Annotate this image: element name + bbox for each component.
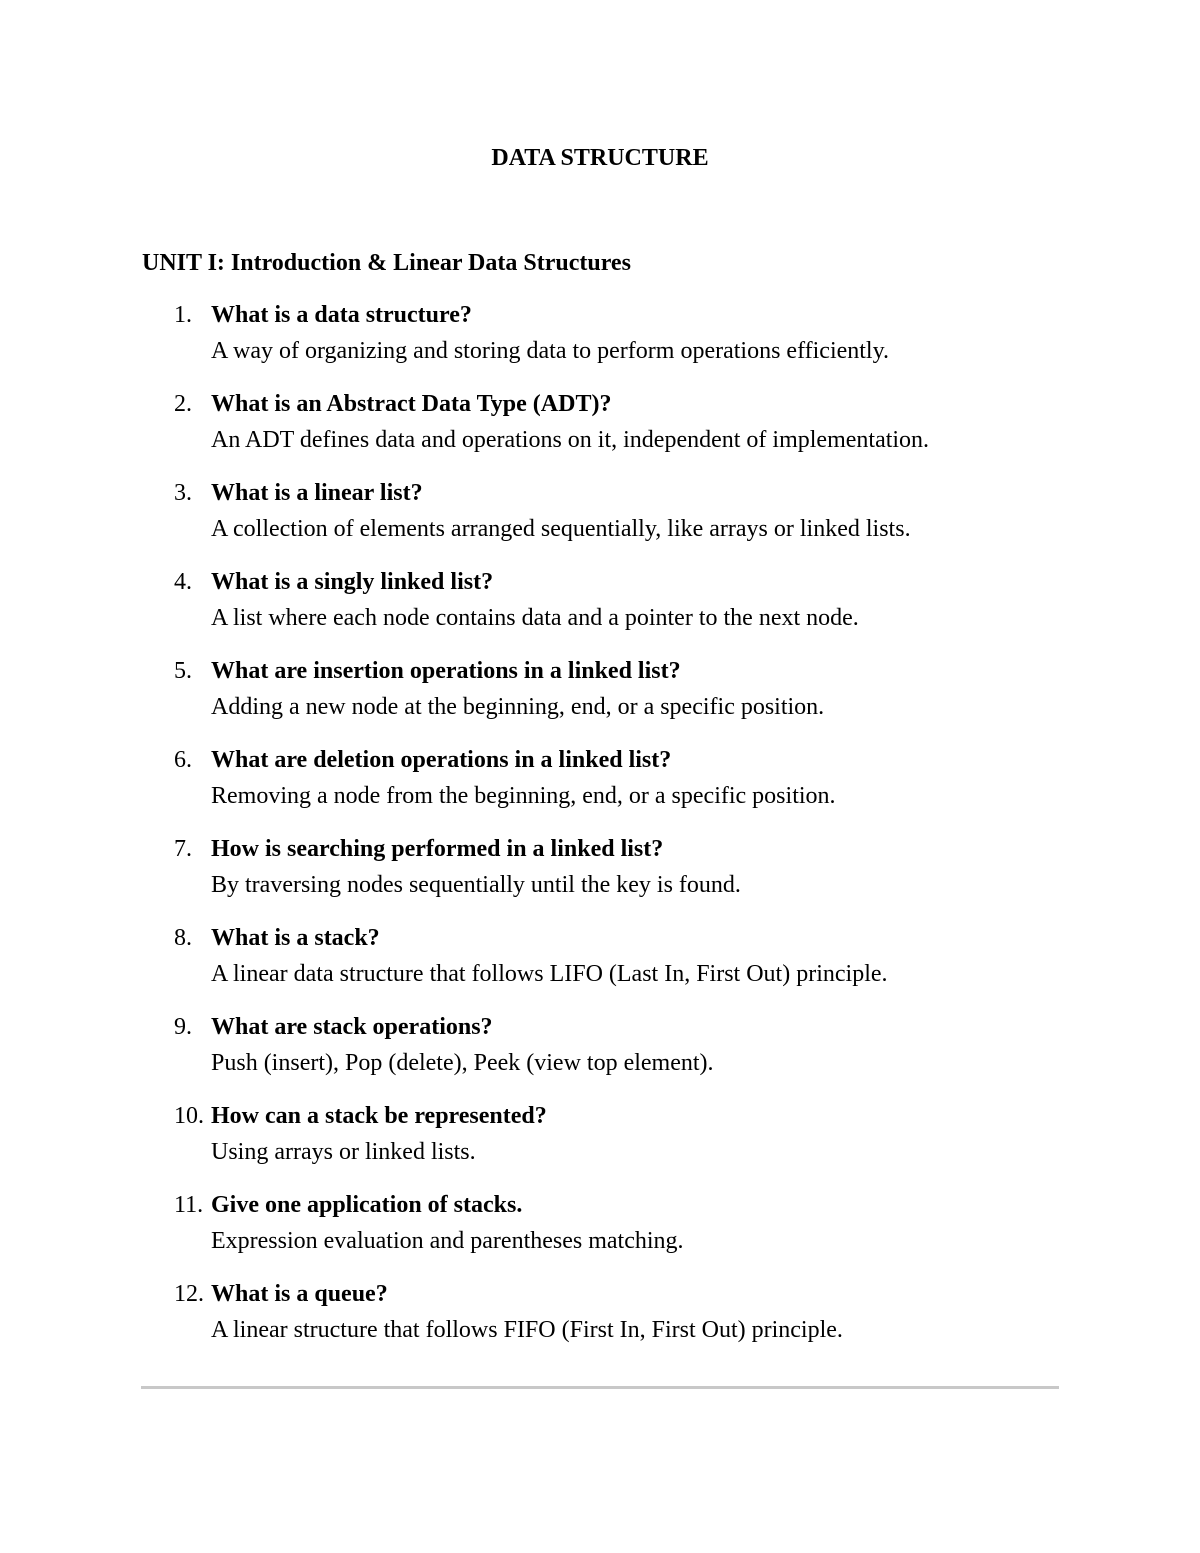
question-number: 2. — [174, 391, 192, 417]
question-item — [0, 834, 1200, 923]
question-number: 11. — [174, 1192, 204, 1218]
question-text: What is a data structure? — [211, 302, 472, 328]
document-title: DATA STRUCTURE — [491, 145, 709, 171]
question-text: What is a queue? — [211, 1281, 388, 1307]
question-item — [0, 300, 1200, 389]
question-item — [0, 923, 1200, 1012]
question-text: What are insertion operations in a linked list? — [211, 658, 681, 684]
question-text: What are deletion operations in a linked list? — [211, 747, 672, 773]
unit-heading: UNIT I: Introduction & Linear Data Structures — [142, 250, 631, 276]
answer-text: Push (insert), Pop (delete), Peek (view top element). — [211, 1050, 714, 1076]
answer-text: Adding a new node at the beginning, end, or a specific position. — [211, 694, 825, 720]
question-list — [0, 300, 1200, 1368]
question-number: 4. — [174, 569, 192, 595]
answer-text: A way of organizing and storing data to perform operations efficiently. — [211, 338, 890, 364]
question-text: How is searching performed in a linked list? — [211, 836, 664, 862]
question-item — [0, 656, 1200, 745]
answer-text: A linear data structure that follows LIFO (Last In, First Out) principle. — [211, 961, 888, 987]
question-item — [0, 1279, 1200, 1368]
question-number: 12. — [174, 1281, 204, 1307]
answer-text: A collection of elements arranged sequentially, like arrays or linked lists. — [211, 516, 911, 542]
question-number: 7. — [174, 836, 192, 862]
answer-text: Expression evaluation and parentheses matching. — [211, 1228, 684, 1254]
question-item — [0, 389, 1200, 478]
question-text: How can a stack be represented? — [211, 1103, 547, 1129]
question-number: 9. — [174, 1014, 192, 1040]
question-text: What is a linear list? — [211, 480, 423, 506]
answer-text: An ADT defines data and operations on it, independent of implementation. — [211, 427, 930, 453]
answer-text: Using arrays or linked lists. — [211, 1139, 476, 1165]
question-number: 6. — [174, 747, 192, 773]
question-number: 1. — [174, 302, 192, 328]
answer-text: A linear structure that follows FIFO (First In, First Out) principle. — [211, 1317, 843, 1343]
question-number: 10. — [174, 1103, 204, 1129]
question-text: Give one application of stacks. — [211, 1192, 523, 1218]
question-text: What is an Abstract Data Type (ADT)? — [211, 391, 612, 417]
answer-text: By traversing nodes sequentially until the key is found. — [211, 872, 741, 898]
question-text: What is a singly linked list? — [211, 569, 494, 595]
question-item — [0, 745, 1200, 834]
question-item — [0, 1012, 1200, 1101]
question-text: What is a stack? — [211, 925, 380, 951]
question-number: 5. — [174, 658, 192, 684]
question-item — [0, 1101, 1200, 1190]
question-item — [0, 567, 1200, 656]
page-divider — [141, 1386, 1059, 1389]
question-text: What are stack operations? — [211, 1014, 493, 1040]
question-number: 3. — [174, 480, 192, 506]
question-number: 8. — [174, 925, 192, 951]
question-item — [0, 1190, 1200, 1279]
question-item — [0, 478, 1200, 567]
answer-text: A list where each node contains data and a pointer to the next node. — [211, 605, 859, 631]
answer-text: Removing a node from the beginning, end, or a specific position. — [211, 783, 836, 809]
